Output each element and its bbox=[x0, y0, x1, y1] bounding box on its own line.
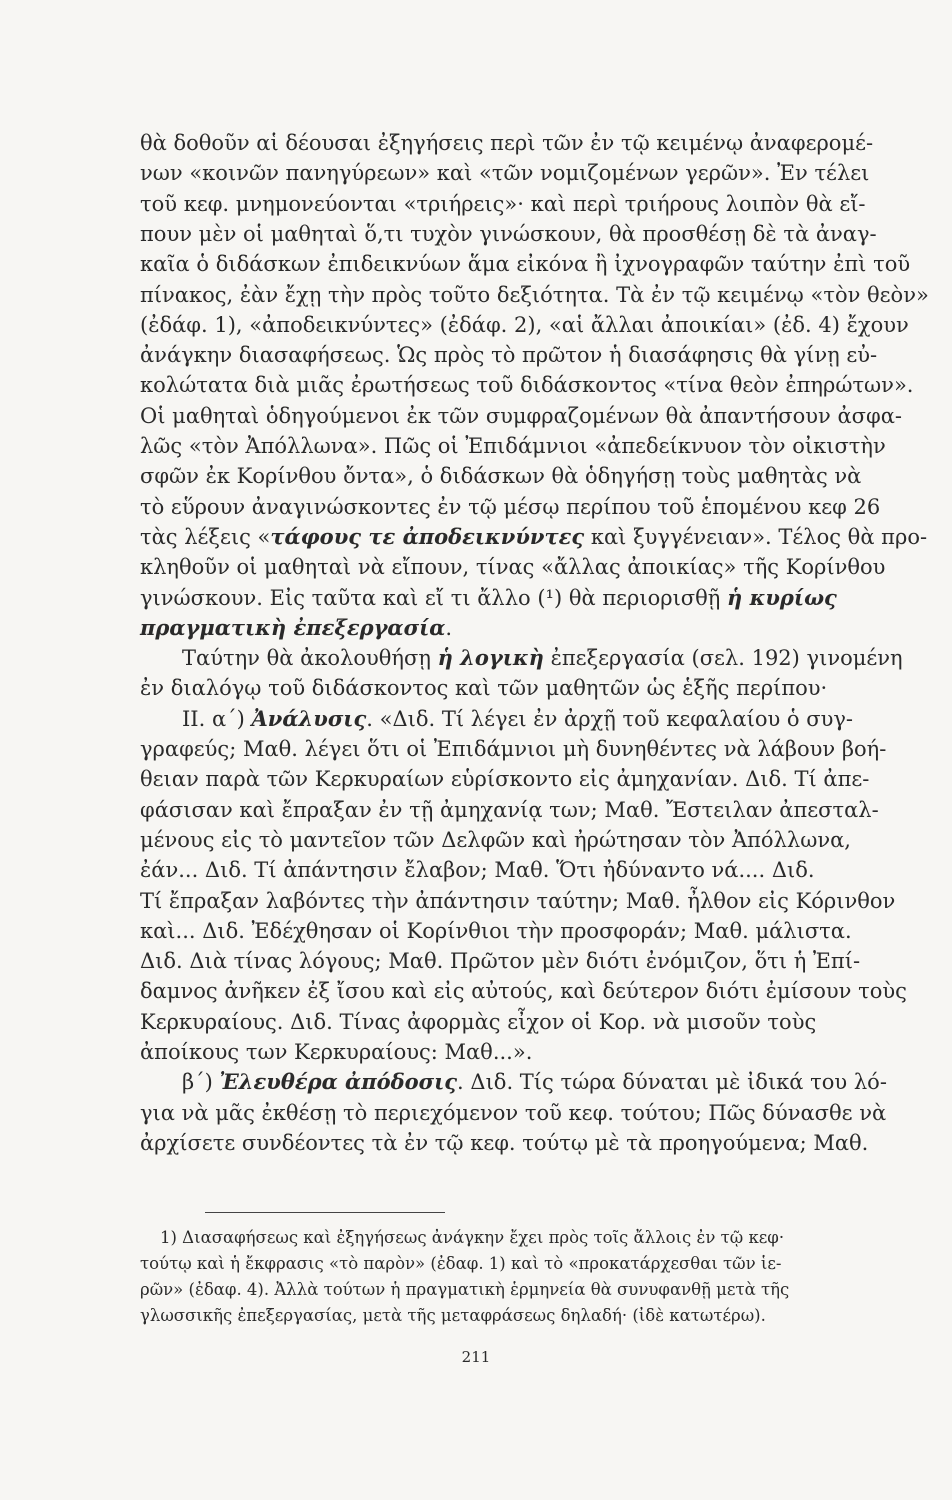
line-text: Οἱ μαθηταὶ ὁδηγούμενοι ἐκ τῶν συμφραζομένων θὰ ἀπαντήσουν ἀσφα- bbox=[140, 403, 902, 428]
text-line bbox=[140, 855, 817, 885]
line-text: ἐπεξεργασία (σελ. 192) γινομένη bbox=[543, 646, 903, 671]
text-line bbox=[140, 340, 878, 370]
line-text: . «Διδ. Τί λέγει ἐν ἀρχῇ τοῦ κεφαλαίου ὁ συγ- bbox=[366, 706, 853, 731]
footnote-line: ρῶν» (ἐδαφ. 4). Ἀλλὰ τούτων ἡ πραγματικὴ ἑρμηνεία θὰ συνυφανθῇ μετὰ τῆς bbox=[140, 1280, 790, 1299]
text-line bbox=[140, 128, 874, 158]
text-line bbox=[140, 976, 907, 1006]
line-text: . Διδ. Τίς τώρα δύναται μὲ ἰδικά του λό- bbox=[457, 1070, 887, 1095]
line-text: ἐν διαλόγῳ τοῦ διδάσκοντος καὶ τῶν μαθητῶν ὡς ἑξῆς περίπου· bbox=[140, 676, 828, 701]
text-line bbox=[140, 704, 853, 734]
emphasis-text: Ἐλευθέρα ἀπόδοσις bbox=[219, 1069, 458, 1095]
text-line bbox=[140, 401, 902, 431]
line-text: καὶ... Διδ. Ἐδέχθησαν οἱ Κορίνθιοι τὴν προσφοράν; Μαθ. μάλιστα. bbox=[140, 918, 852, 943]
text-line bbox=[140, 1128, 869, 1158]
line-text: β΄) bbox=[140, 1070, 220, 1095]
line-text: Κερκυραίους. Διδ. Τίνας ἀφορμὰς εἶχον οἱ Κορ. νὰ μισοῦν τοὺς bbox=[140, 1009, 817, 1034]
line-text: πίνακος, ἐὰν ἔχῃ τὴν πρὸς τοῦτο δεξιότητα. Τὰ ἐν τῷ κειμένῳ «τὸν θεὸν» bbox=[140, 282, 929, 307]
text-line bbox=[140, 1037, 817, 1067]
text-line bbox=[140, 613, 817, 643]
emphasis-text: Ἀνάλυσις bbox=[251, 705, 367, 731]
line-text: τοῦ κεφ. μνημονεύονται «τριήρεις»· καὶ περὶ τριήρους λοιπὸν θὰ εἴ- bbox=[140, 191, 866, 216]
text-line bbox=[140, 249, 911, 279]
emphasis-text: τάφους τε ἀποδεικνύντες bbox=[270, 523, 585, 549]
text-line bbox=[140, 189, 866, 219]
text-line bbox=[140, 825, 851, 855]
line-text: κολώτατα διὰ μιᾶς ἐρωτήσεως τοῦ διδάσκοντος «τίνα θεὸν ἐπηρώτων». bbox=[140, 373, 914, 398]
text-line bbox=[140, 431, 886, 461]
line-text: λῶς «τὸν Ἀπόλλωνα». Πῶς οἱ Ἐπιδάμνιοι «ἀπεδείκνυον τὸν οἰκιστὴν bbox=[140, 434, 886, 458]
line-text: σφῶν ἐκ Κορίνθου ὄντα», ὁ διδάσκων θὰ ὁδηγήσῃ τοὺς μαθητὰς νὰ bbox=[140, 464, 862, 489]
footnote-line: τούτῳ καὶ ἡ ἔκφρασις «τὸ παρὸν» (ἐδαφ. 1) καὶ τὸ «προκατάρχεσθαι τῶν ἱε- bbox=[140, 1254, 782, 1273]
text-line bbox=[140, 1098, 887, 1128]
line-text: ἀρχίσετε συνδέοντες τὰ ἐν τῷ κεφ. τούτῳ μὲ τὰ προηγούμενα; Μαθ. bbox=[140, 1130, 869, 1155]
footnote-rule bbox=[205, 1212, 445, 1213]
line-text: καῖα ὁ διδάσκων ἐπιδεικνύων ἅμα εἰκόνα ἢ ἰχνογραφῶν ταύτην ἐπὶ τοῦ bbox=[140, 252, 911, 277]
line-text: πουν μὲν οἱ μαθηταὶ ὅ,τι τυχὸν γινώσκουν, θὰ προσθέσῃ δὲ τὰ ἀναγ- bbox=[140, 221, 877, 246]
line-text: ἀποίκους των Κερκυραίους: Μαθ...». bbox=[140, 1040, 533, 1064]
line-text: θὰ δοθοῦν αἱ δέουσαι ἐξηγήσεις περὶ τῶν ἐν τῷ κειμένῳ ἀναφερομέ- bbox=[140, 131, 874, 155]
line-text: δαμνος ἀνῆκεν ἐξ ἴσου καὶ εἰς αὐτούς, καὶ δεύτερον διότι ἐμίσουν τοὺς bbox=[140, 979, 907, 1004]
text-line bbox=[140, 886, 896, 916]
line-text: γραφεύς; Μαθ. λέγει ὅτι οἱ Ἐπιδάμνιοι μὴ δυνηθέντες νὰ λάβουν βοή- bbox=[140, 737, 887, 761]
emphasis-text: ἡ λογικὴ bbox=[437, 645, 544, 671]
text-line bbox=[140, 673, 828, 703]
text-line bbox=[140, 764, 870, 794]
footnote-line: 1) Διασαφήσεως καὶ ἐξηγήσεως ἀνάγκην ἔχει πρὸς τοῖς ἄλλοις ἐν τῷ κεφ· bbox=[160, 1228, 785, 1247]
line-text: Τί ἔπραξαν λαβόντες τὴν ἀπάντησιν ταύτην; Μαθ. ἦλθον εἰς Κόρινθον bbox=[140, 888, 896, 913]
footnote-line: γλωσσικῆς ἐπεξεργασίας, μετὰ τῆς μεταφράσεως δηλαδή· (ἰδὲ κατωτέρω). bbox=[140, 1306, 766, 1325]
emphasis-text: ἡ κυρίως bbox=[727, 584, 837, 610]
line-text: γινώσκουν. Εἰς ταῦτα καὶ εἴ τι ἄλλο (¹) θὰ περιορισθῇ bbox=[140, 585, 728, 610]
line-text: τὰς λέξεις « bbox=[140, 524, 271, 549]
line-text: νων «κοινῶν πανηγύρεων» καὶ «τῶν νομιζομένων γερῶν». Ἐν τέλει bbox=[140, 161, 870, 186]
text-line bbox=[140, 552, 886, 582]
text-line bbox=[140, 795, 879, 825]
page-number: 211 bbox=[461, 1348, 491, 1366]
line-text: για νὰ μᾶς ἐκθέσῃ τὸ περιεχόμενον τοῦ κεφ. τούτου; Πῶς δύνασθε νὰ bbox=[140, 1100, 887, 1125]
text-line bbox=[140, 1007, 817, 1037]
text-line bbox=[140, 310, 909, 340]
text-line bbox=[140, 734, 887, 764]
line-text: τὸ εὕρουν ἀναγινώσκοντες ἐν τῷ μέσῳ περίπου τοῦ ἑπομένου κεφ 26 bbox=[140, 494, 881, 519]
text-line bbox=[140, 492, 881, 522]
line-text: ἀνάγκην διασαφήσεως. Ὡς πρὸς τὸ πρῶτον ἡ διασάφησις θὰ γίνῃ εὐ- bbox=[140, 343, 878, 368]
line-text: . bbox=[445, 615, 453, 640]
text-line bbox=[140, 370, 914, 400]
line-text: καὶ ξυγγένειαν». Τέλος θὰ προ- bbox=[584, 524, 928, 549]
line-text: φάσισαν καὶ ἔπραξαν ἐν τῇ ἀμηχανίᾳ των; Μαθ. Ἔστειλαν ἀπεσταλ- bbox=[140, 797, 879, 822]
line-text: κληθοῦν οἱ μαθηταὶ νὰ εἴπουν, τίνας «ἄλλας ἀποικίας» τῆς Κορίνθου bbox=[140, 555, 886, 580]
text-line bbox=[140, 461, 862, 491]
line-text: ΙΙ. α΄) bbox=[140, 706, 252, 731]
line-text: ἐάν... Διδ. Τί ἀπάντησιν ἔλαβον; Μαθ. Ὅτι ἠδύναντο νά.... Διδ. bbox=[140, 858, 815, 883]
text-line bbox=[140, 916, 852, 946]
line-text: θειαν παρὰ τῶν Κερκυραίων εὑρίσκοντο εἰς ἀμηχανίαν. Διδ. Τί ἀπε- bbox=[140, 767, 870, 792]
text-line bbox=[140, 522, 928, 552]
text-line bbox=[140, 280, 929, 310]
line-text: Ταύτην θὰ ἀκολουθήσῃ bbox=[140, 646, 438, 671]
line-text: μένους εἰς τὸ μαντεῖον τῶν Δελφῶν καὶ ἠρώτησαν τὸν Ἀπόλλωνα, bbox=[140, 827, 851, 852]
text-line bbox=[140, 946, 861, 976]
text-line bbox=[140, 219, 877, 249]
text-line bbox=[140, 643, 903, 673]
text-line bbox=[140, 583, 837, 613]
text-line bbox=[140, 1067, 887, 1097]
emphasis-text: πραγματικὴ ἐπεξεργασία bbox=[140, 614, 446, 640]
line-text: Διδ. Διὰ τίνας λόγους; Μαθ. Πρῶτον μὲν διότι ἐνόμιζον, ὅτι ἡ Ἐπί- bbox=[140, 949, 861, 974]
line-text: (ἐδάφ. 1), «ἀποδεικνύντες» (ἐδάφ. 2), «αἱ ἄλλαι ἀποικίαι» (ἐδ. 4) ἔχουν bbox=[140, 312, 909, 337]
text-line bbox=[140, 158, 870, 188]
